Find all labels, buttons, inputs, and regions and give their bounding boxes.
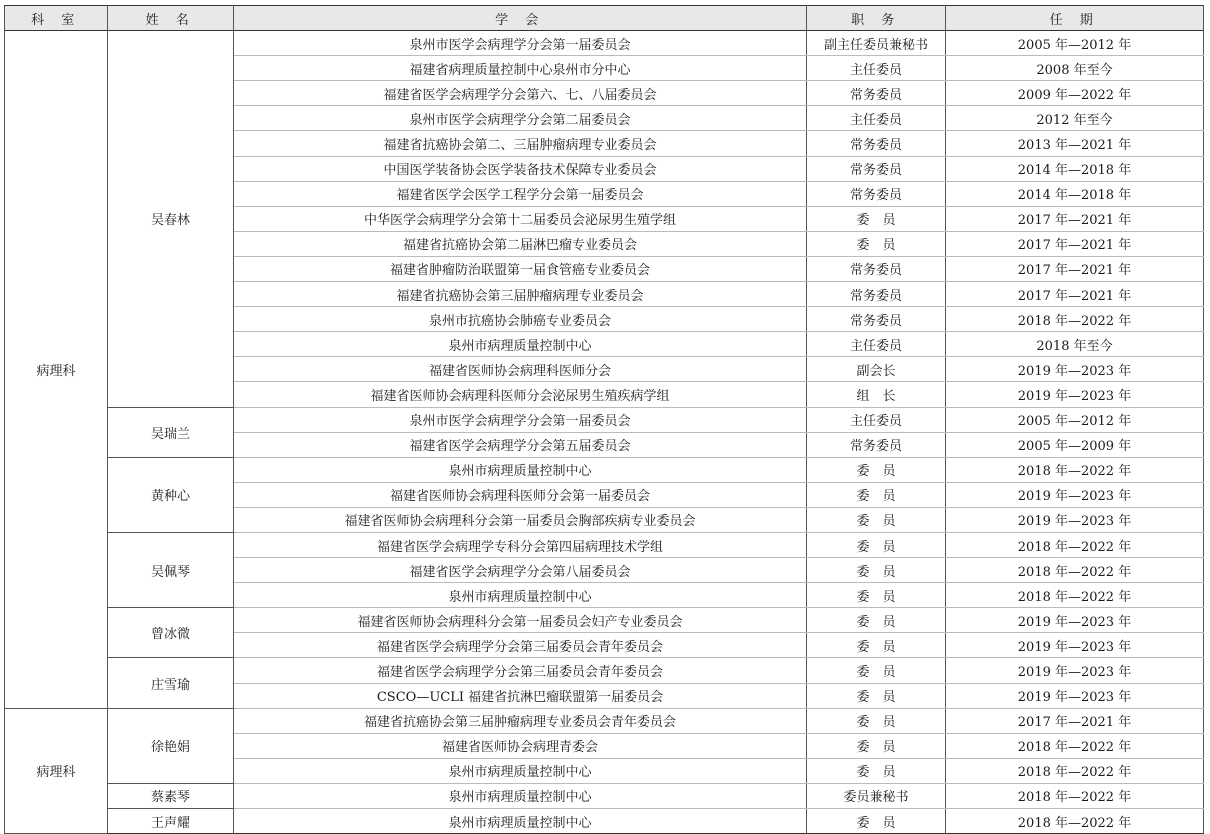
term-cell: 2013 年—2021 年	[946, 131, 1204, 156]
membership-table	[4, 5, 1204, 834]
table-header	[5, 6, 1204, 31]
table-row	[5, 457, 1204, 482]
position-cell: 委 员	[807, 532, 946, 557]
term-cell: 2017 年—2021 年	[946, 206, 1204, 231]
term-cell: 2017 年—2021 年	[946, 231, 1204, 256]
term-cell: 2017 年—2021 年	[946, 708, 1204, 733]
term-cell: 2019 年—2023 年	[946, 683, 1204, 708]
term-cell: 2017 年—2021 年	[946, 282, 1204, 307]
term-cell: 2005 年—2012 年	[946, 31, 1204, 56]
society-cell: 福建省病理质量控制中心泉州市分中心	[234, 56, 807, 81]
position-cell: 常务委员	[807, 256, 946, 281]
person-name-cell: 王声耀	[108, 809, 234, 834]
person-name-cell: 吴佩琴	[108, 532, 234, 607]
society-cell: 福建省医师协会病理科医师分会泌尿男生殖疾病学组	[234, 382, 807, 407]
person-name-cell: 蔡素琴	[108, 783, 234, 808]
society-cell: 泉州市病理质量控制中心	[234, 783, 807, 808]
position-cell: 委 员	[807, 558, 946, 583]
person-name-cell: 吴春林	[108, 31, 234, 407]
table-row	[5, 608, 1204, 633]
term-cell: 2019 年—2023 年	[946, 382, 1204, 407]
society-cell: 泉州市病理质量控制中心	[234, 332, 807, 357]
society-cell: 福建省抗癌协会第三届肿瘤病理专业委员会青年委员会	[234, 708, 807, 733]
society-cell: 泉州市病理质量控制中心	[234, 583, 807, 608]
header-name: 姓 名	[108, 6, 234, 31]
term-cell: 2018 年—2022 年	[946, 558, 1204, 583]
table-row	[5, 407, 1204, 432]
position-cell: 组 长	[807, 382, 946, 407]
position-cell: 常务委员	[807, 282, 946, 307]
position-cell: 委 员	[807, 683, 946, 708]
person-name-cell: 庄雪瑜	[108, 658, 234, 708]
position-cell: 主任委员	[807, 106, 946, 131]
position-cell: 委 员	[807, 758, 946, 783]
term-cell: 2019 年—2023 年	[946, 658, 1204, 683]
position-cell: 委 员	[807, 583, 946, 608]
position-cell: 委 员	[807, 658, 946, 683]
society-cell: 福建省医学会医学工程学分会第一届委员会	[234, 181, 807, 206]
society-cell: 福建省医学会病理学分会第五届委员会	[234, 432, 807, 457]
term-cell: 2018 年至今	[946, 332, 1204, 357]
position-cell: 委 员	[807, 608, 946, 633]
header-position: 职 务	[807, 6, 946, 31]
society-cell: 泉州市病理质量控制中心	[234, 809, 807, 834]
person-name-cell: 曾冰微	[108, 608, 234, 658]
society-cell: 福建省抗癌协会第二、三届肿瘤病理专业委员会	[234, 131, 807, 156]
position-cell: 常务委员	[807, 81, 946, 106]
table-row	[5, 658, 1204, 683]
society-cell: 泉州市医学会病理学分会第二届委员会	[234, 106, 807, 131]
person-name-cell: 黄种心	[108, 457, 234, 532]
term-cell: 2018 年—2022 年	[946, 783, 1204, 808]
term-cell: 2012 年至今	[946, 106, 1204, 131]
society-cell: 福建省医学会病理学分会第三届委员会青年委员会	[234, 658, 807, 683]
position-cell: 常务委员	[807, 156, 946, 181]
person-name-cell: 徐艳娟	[108, 708, 234, 783]
society-cell: 福建省医师协会病理科分会第一届委员会妇产专业委员会	[234, 608, 807, 633]
position-cell: 委 员	[807, 708, 946, 733]
table-row	[5, 708, 1204, 733]
term-cell: 2005 年—2009 年	[946, 432, 1204, 457]
society-cell: 福建省医师协会病理科医师分会	[234, 357, 807, 382]
society-cell: 中华医学会病理学分会第十二届委员会泌尿男生殖学组	[234, 206, 807, 231]
position-cell: 常务委员	[807, 181, 946, 206]
term-cell: 2014 年—2018 年	[946, 156, 1204, 181]
term-cell: 2018 年—2022 年	[946, 307, 1204, 332]
society-cell: 福建省医学会病理学分会第三届委员会青年委员会	[234, 633, 807, 658]
society-cell: 泉州市病理质量控制中心	[234, 758, 807, 783]
position-cell: 委 员	[807, 507, 946, 532]
society-cell: 泉州市病理质量控制中心	[234, 457, 807, 482]
table-row	[5, 532, 1204, 557]
society-cell: 福建省抗癌协会第三届肿瘤病理专业委员会	[234, 282, 807, 307]
position-cell: 委 员	[807, 733, 946, 758]
term-cell: 2019 年—2023 年	[946, 608, 1204, 633]
term-cell: 2019 年—2023 年	[946, 633, 1204, 658]
society-cell: 福建省医师协会病理科分会第一届委员会胸部疾病专业委员会	[234, 507, 807, 532]
society-cell: 泉州市抗癌协会肺癌专业委员会	[234, 307, 807, 332]
society-cell: 福建省肿瘤防治联盟第一届食管癌专业委员会	[234, 256, 807, 281]
term-cell: 2018 年—2022 年	[946, 733, 1204, 758]
table-row	[5, 31, 1204, 56]
position-cell: 常务委员	[807, 131, 946, 156]
position-cell: 主任委员	[807, 332, 946, 357]
dept-cell: 病理科	[5, 708, 108, 833]
term-cell: 2014 年—2018 年	[946, 181, 1204, 206]
position-cell: 委 员	[807, 206, 946, 231]
position-cell: 常务委员	[807, 307, 946, 332]
position-cell: 常务委员	[807, 432, 946, 457]
society-cell: 泉州市医学会病理学分会第一届委员会	[234, 407, 807, 432]
society-cell: 福建省医师协会病理青委会	[234, 733, 807, 758]
table-row	[5, 783, 1204, 808]
position-cell: 委 员	[807, 809, 946, 834]
position-cell: 委 员	[807, 231, 946, 256]
term-cell: 2009 年—2022 年	[946, 81, 1204, 106]
position-cell: 副主任委员兼秘书	[807, 31, 946, 56]
header-row	[5, 6, 1204, 31]
position-cell: 副会长	[807, 357, 946, 382]
position-cell: 委 员	[807, 457, 946, 482]
header-society: 学 会	[234, 6, 807, 31]
term-cell: 2008 年至今	[946, 56, 1204, 81]
term-cell: 2018 年—2022 年	[946, 532, 1204, 557]
term-cell: 2018 年—2022 年	[946, 583, 1204, 608]
term-cell: 2019 年—2023 年	[946, 507, 1204, 532]
table-row	[5, 809, 1204, 834]
term-cell: 2019 年—2023 年	[946, 357, 1204, 382]
term-cell: 2018 年—2022 年	[946, 457, 1204, 482]
society-cell: 福建省医师协会病理科医师分会第一届委员会	[234, 482, 807, 507]
society-cell: 福建省医学会病理学分会第六、七、八届委员会	[234, 81, 807, 106]
position-cell: 委 员	[807, 482, 946, 507]
header-dept: 科 室	[5, 6, 108, 31]
term-cell: 2018 年—2022 年	[946, 758, 1204, 783]
term-cell: 2005 年—2012 年	[946, 407, 1204, 432]
society-cell: 福建省抗癌协会第二届淋巴瘤专业委员会	[234, 231, 807, 256]
position-cell: 委 员	[807, 633, 946, 658]
table-body	[5, 31, 1204, 834]
person-name-cell: 吴瑞兰	[108, 407, 234, 457]
term-cell: 2019 年—2023 年	[946, 482, 1204, 507]
term-cell: 2017 年—2021 年	[946, 256, 1204, 281]
society-cell: 中国医学装备协会医学装备技术保障专业委员会	[234, 156, 807, 181]
society-cell: 福建省医学会病理学专科分会第四届病理技术学组	[234, 532, 807, 557]
society-cell: 福建省医学会病理学分会第八届委员会	[234, 558, 807, 583]
society-cell: CSCO—UCLI 福建省抗淋巴瘤联盟第一届委员会	[234, 683, 807, 708]
dept-cell: 病理科	[5, 31, 108, 709]
position-cell: 主任委员	[807, 56, 946, 81]
position-cell: 主任委员	[807, 407, 946, 432]
term-cell: 2018 年—2022 年	[946, 809, 1204, 834]
header-term: 任 期	[946, 6, 1204, 31]
society-cell: 泉州市医学会病理学分会第一届委员会	[234, 31, 807, 56]
position-cell: 委员兼秘书	[807, 783, 946, 808]
